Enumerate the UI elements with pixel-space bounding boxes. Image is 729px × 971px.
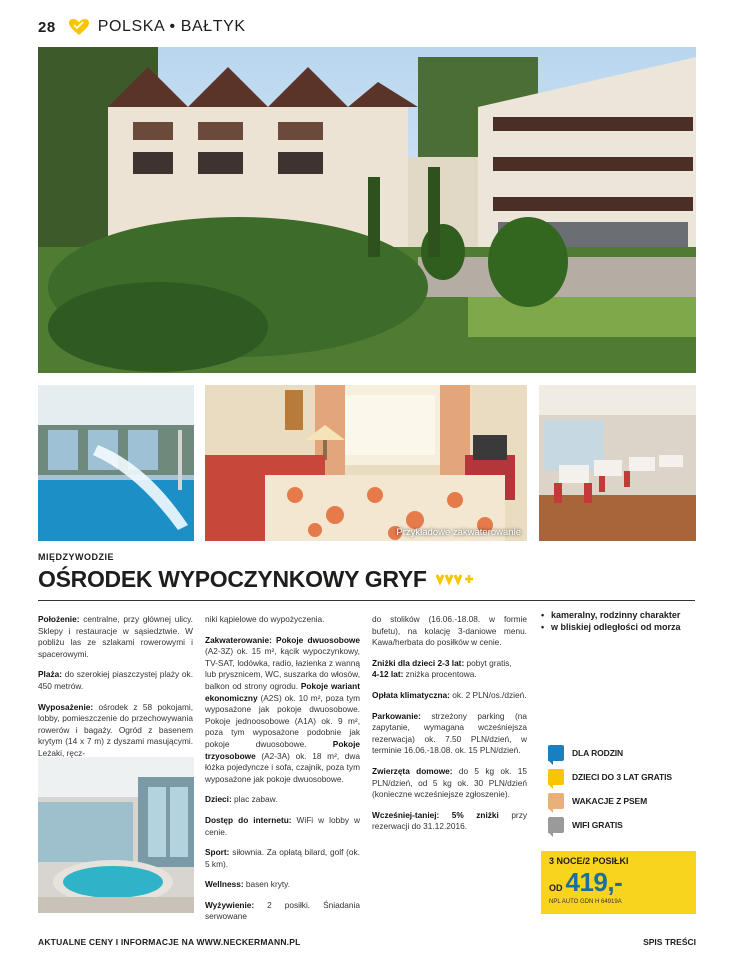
indoor-pool-photo (38, 385, 194, 541)
sport-paragraph: Sport: siłownia. Za opłatą bilard, golf (ok. 5 km). (205, 847, 360, 869)
jacuzzi-photo (38, 757, 194, 913)
price-value: 419,- (565, 867, 623, 897)
badge-kids-free: DZIECI DO 3 LAT GRATIS (548, 769, 698, 784)
description-column-1 (38, 614, 193, 769)
meals-paragraph: Wyżywienie: 2 posiłki. Śniadania serwowane (205, 899, 360, 922)
highlight-item: • w bliskiej odległości od morza (541, 621, 696, 633)
hotel-main-photo (38, 47, 696, 373)
hotel-name: OŚRODEK WYPOCZYNKOWY GRYF (38, 566, 427, 592)
hotel-title-row (38, 566, 475, 593)
page-number: 28 (38, 18, 56, 36)
family-badge-icon (548, 745, 564, 761)
pets-badge-icon (548, 793, 564, 809)
feature-badges (548, 745, 698, 841)
page-header (38, 16, 246, 38)
rating-stars-icon (435, 572, 475, 588)
pets-paragraph: Zwierzęta domowe: do 5 kg ok. 15 PLN/dzień, od 5 kg ok. 30 PLN/dzień (konieczne wcześniejsze zgłoszenie). (372, 765, 528, 800)
room-photo (205, 385, 527, 541)
internet-paragraph: Dostęp do internetu: WiFi w lobby w cenie. (205, 814, 361, 837)
parking-paragraph: Parkowanie: strzeżony parking (na zapytanie, wymagana wcześniejsza rezerwacja) ok. 7.50 PLN/dzień, w terminie 16.06.-18.08. ok. 15 PLN/dzień. (372, 710, 527, 756)
children-paragraph: Dzieci: plac zabaw. (205, 794, 278, 805)
region-title: POLSKA • BAŁTYK (97, 18, 246, 35)
photo-caption: Przykładowe zakwaterowanie (396, 527, 521, 538)
wellness-paragraph: Wellness: basen kryty. (205, 879, 291, 890)
location-paragraph: Położenie: centralne, przy głównej ulicy. Sklepy i restauracje w sąsiedztwie. W pobliżu las ze szlakami rowerowymi i spacerowymi. (38, 614, 193, 659)
highlights-list (541, 609, 696, 633)
meals-continued: do stolików (16.06.-18.08. w formie bufetu), na kolację 3-daniowe menu. Kawa/herbata do posiłków w cenie. (372, 614, 527, 648)
title-divider (38, 600, 695, 601)
badge-wifi: WIFI GRATIS (548, 817, 698, 832)
accommodation-paragraph: Zakwaterowanie: Pokoje dwuosobowe (A2-3Z) ok. 15 m², kącik wypoczynkowy, TV-SAT, lodówka, radio, łazienka z wanną lub prysznicem, WC, suszarka do włosów, balkon od strony ogrodu. Pokoje wariant ekonomiczny (A2S) ok. 10 m², poza tym wyposażone jak pokoje dwuosobowe. Pokoje jednoosobowe (A1A) ok. 9 m², poza tym wyposażone podobnie jak pokoje dwuosobowe. Pokoje trzyosobowe (A2-3A) ok. 18 m², dwa łóżka pojedyncze i sofa, czajnik, poza tym wyposażone jak pokoje dwuosobowe. (205, 634, 360, 784)
facilities-continued: niki kąpielowe do wypożyczenia. (205, 614, 325, 624)
facilities-paragraph: Wyposażenie: ośrodek z 58 pokojami, lobby, pomieszczenie do przechowywania rowerów i bagaży. Ogród z basenem krytym (14 x 7 m) z dyszami masującymi. Leżaki, ręcz- (38, 701, 193, 758)
neckermann-heart-logo-icon (68, 18, 90, 36)
kids-free-badge-icon (548, 769, 564, 785)
hotel-location: MIĘDZYWODZIE (38, 552, 114, 562)
early-booking-paragraph: Wcześniej-taniej: 5% zniżki przy rezerwacji do 31.12.2016. (372, 809, 527, 832)
offer-code: NPL AUTO GDN H 64919A (549, 899, 622, 905)
price-line (549, 867, 688, 898)
beach-paragraph: Plaża: do szerokiej piaszczystej plaży ok. 450 metrów. (38, 669, 193, 691)
description-column-2 (205, 614, 360, 932)
badge-pets: WAKACJE Z PSEM (548, 793, 698, 808)
price-prefix: OD (549, 883, 563, 893)
highlight-item: • kameralny, rodzinny charakter (541, 609, 696, 621)
description-column-3 (372, 614, 527, 842)
price-box[interactable] (541, 851, 696, 914)
climate-fee-paragraph: Opłata klimatyczna: ok. 2 PLN/os./dzień. (372, 689, 527, 700)
footer-website-link[interactable]: AKTUALNE CENY I INFORMACJE NA WWW.NECKERMANN.PL (38, 937, 301, 947)
price-package: 3 NOCE/2 POSIŁKI (549, 856, 629, 866)
badge-family: DLA RODZIN (548, 745, 698, 760)
table-of-contents-link[interactable]: SPIS TREŚCI (643, 937, 696, 947)
dining-room-photo (539, 385, 696, 541)
child-discount-paragraph: Zniżki dla dzieci 2-3 lat: pobyt gratis, 4-12 lat: zniżka procentowa. (372, 657, 512, 680)
wifi-badge-icon (548, 817, 564, 833)
